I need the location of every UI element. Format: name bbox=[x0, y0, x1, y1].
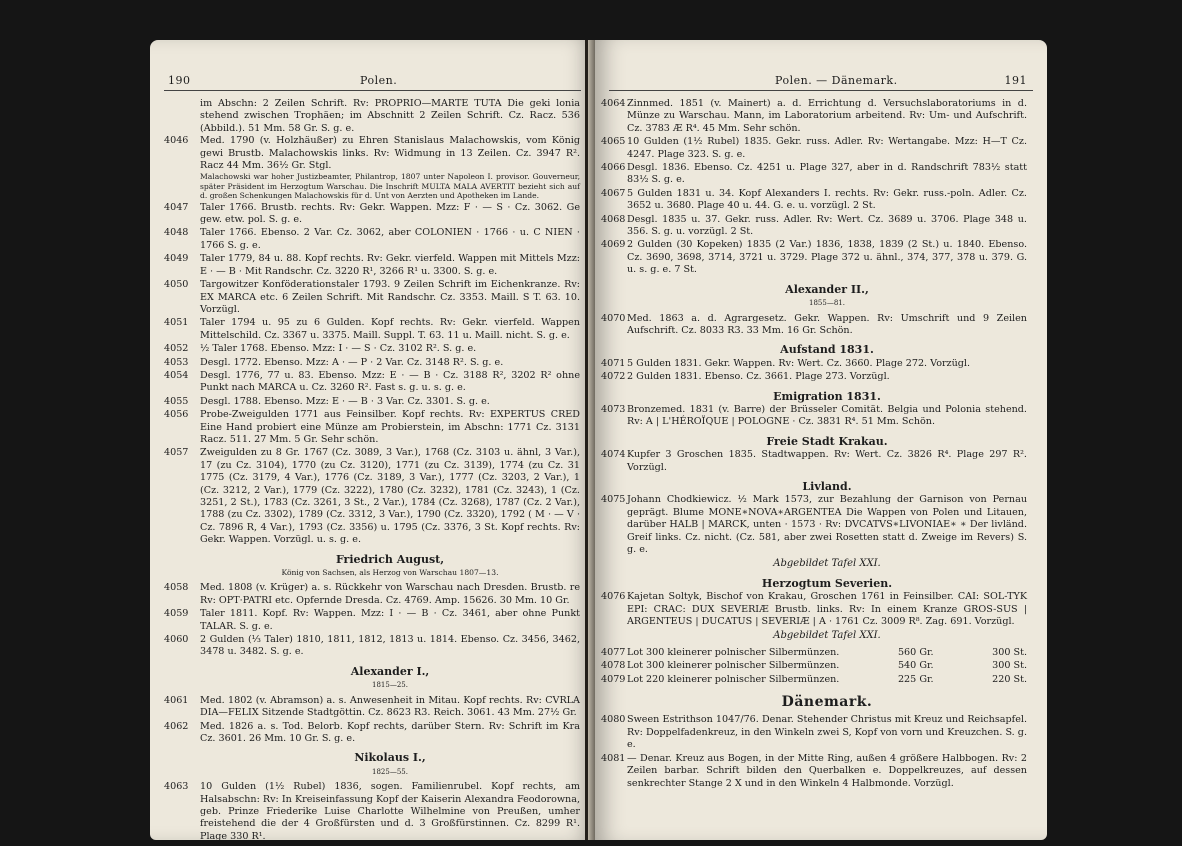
entry-list bbox=[164, 694, 580, 746]
lot-entry bbox=[601, 673, 1027, 686]
catalog-entry bbox=[601, 312, 1027, 338]
plate-reference: Abgebildet Tafel XXI. bbox=[773, 630, 881, 642]
catalog-entry bbox=[601, 239, 1027, 276]
entry-text: Sween Estrithson 1047/76. Denar. Stehender Christus mit Kreuz und Reichsapfel. Rv: Doppelfadenkreuz, in den Winkeln zwei S, Kopf von vorn und Kreuzchen. S. g. e. bbox=[627, 714, 1027, 751]
catalog-entry bbox=[601, 403, 1027, 429]
catalog-entry bbox=[164, 369, 580, 395]
entry-text: Probe-Zweigulden 1771 aus Feinsilber. Kopf rechts. Rv: EXPERTUS CRED Eine Hand probiert eine Münze am Probierstein, im Abschn: 1771 Cz. 3131 Racz. 511. 27 Mm. 5 Gr. Sehr schön. bbox=[200, 409, 580, 445]
entry-text: Desgl. 1776, 77 u. 83. Ebenso. Mzz: E · — B · Cz. 3188 R², 3202 R² ohne Punkt nach MARCA u. Cz. 3260 R². Fast s. g. u. s. g. e. bbox=[200, 369, 580, 394]
entry-list bbox=[601, 403, 1027, 429]
entry-text: Taler 1779, 84 u. 88. Kopf rechts. Rv: Gekr. vierfeld. Wappen mit Mittels Mzz: E · — B · Mit Randschr. Cz. 3220 R¹, 3266 R¹ u. 3300. S. g. e. bbox=[200, 253, 580, 277]
catalog-entry bbox=[601, 449, 1027, 474]
catalog-entry bbox=[164, 634, 580, 659]
lot-weight: 225 Gr. bbox=[897, 673, 934, 685]
section-dates: 1825—55. bbox=[372, 767, 408, 776]
right-page bbox=[595, 40, 1047, 840]
catalog-entry bbox=[164, 356, 580, 369]
entry-text: Bronzemed. 1831 (v. Barre) der Brüsseler Comität. Belgia und Polonia stehend. Rv: A | L'HÉROÏQUE | POLOGNE · Cz. 3831 R⁴. 51 Mm. Schön. bbox=[627, 403, 1027, 428]
entry-number: 4073 bbox=[601, 403, 626, 415]
entry-text: 2 Gulden (30 Kopeken) 1835 (2 Var.) 1836, 1838, 1839 (2 St.) u. 1840. Ebenso. Cz. 3690, 3698, 3714, 3721 u. 3729. Plage 372 u. ähnl., 374, 377, 378 u. 379. G. u. s. g. e. 7 St. bbox=[627, 239, 1027, 276]
entry-number: 4070 bbox=[601, 312, 626, 324]
entry-list bbox=[601, 494, 1027, 556]
section-dates: 1855—81. bbox=[809, 299, 845, 308]
running-title-left: Polen. bbox=[360, 74, 398, 87]
entry-list bbox=[601, 714, 1027, 789]
lot-text: Lot 220 kleinerer polnischer Silbermünzen. bbox=[627, 673, 840, 685]
entry-number: 4057 bbox=[164, 447, 189, 459]
catalog-entry bbox=[601, 136, 1027, 161]
catalog-entry bbox=[164, 395, 580, 408]
entry-number: 4059 bbox=[164, 608, 189, 620]
entry-text: Targowitzer Konföderationstaler 1793. 9 Zeilen Schrift im Eichenkranze. Rv: EX MARCA etc. 6 Zeilen Schrift. Mit Randschr. Cz. 3353. Maill. S T. 63. 10. Vorzügl. bbox=[200, 279, 580, 315]
lot-weight: 560 Gr. bbox=[897, 646, 934, 658]
entry-number: 4049 bbox=[164, 253, 189, 265]
catalog-entry bbox=[164, 135, 580, 201]
lot-text: Lot 300 kleinerer polnischer Silbermünzen. bbox=[627, 646, 840, 658]
entry-number: 4060 bbox=[164, 634, 189, 646]
page-number-left: 190 bbox=[168, 74, 191, 87]
entry-number: 4062 bbox=[164, 720, 189, 732]
section-heading: Aufstand 1831. bbox=[780, 343, 874, 357]
catalog-entry bbox=[601, 213, 1027, 239]
lot-count: 220 St. bbox=[992, 673, 1027, 685]
entry-number: 4076 bbox=[601, 591, 626, 603]
entry-text: 2 Gulden (⅓ Taler) 1810, 1811, 1812, 1813 u. 1814. Ebenso. Cz. 3456, 3462, 3478 u. 3482. S. g. e. bbox=[200, 634, 580, 658]
entry-text: Med. 1826 a. s. Tod. Belorb. Kopf rechts, darüber Stern. Rv: Schrift im Kra Cz. 3601. 26 Mm. 10 Gr. S. g. e. bbox=[200, 720, 580, 744]
catalog-entry bbox=[601, 591, 1027, 628]
catalog-entry bbox=[164, 227, 580, 252]
lot-count: 300 St. bbox=[992, 646, 1027, 658]
catalog-entry bbox=[601, 752, 1027, 790]
entry-list bbox=[601, 449, 1027, 474]
lot-entry bbox=[601, 646, 1027, 659]
entry-number: 4063 bbox=[164, 781, 189, 793]
entry-text: 5 Gulden 1831. Gekr. Wappen. Rv: Wert. Cz. 3660. Plage 272. Vorzügl. bbox=[627, 357, 971, 369]
entry-text: Kajetan Soltyk, Bischof von Krakau, Groschen 1761 in Feinsilber. CAI: SOL-TYK EPI: CRAC: DUX SEVERIÆ Brustb. links. Rv: In einem Kranze GROS-SUS | ARGENTEUS | DUCATUS | SEVERIÆ | A · 1761 Cz. 3009 R⁸. Zag. 691. Vorzügl. bbox=[627, 591, 1027, 628]
entry-text: Johann Chodkiewicz. ½ Mark 1573, zur Bezahlung der Garnison von Pernau geprägt. Blume MONE∗NOVA∗ARGENTEA Die Wappen von Polen und Litauen, darüber HALB | MARCK, unten · 1573 · Rv: DVCATVS∗LIVONIAE∗ ∗ Der livländ. Greif links. Cz. nicht. (Cz. 581, aber zwei Rosetten statt d. Zweige im Revers) S. g. e. bbox=[627, 494, 1027, 555]
catalog-entry bbox=[164, 201, 580, 227]
section-heading: Nikolaus I., bbox=[354, 751, 426, 765]
section-subtitle: König von Sachsen, als Herzog von Warschau 1807—13. bbox=[281, 568, 499, 578]
entry-list bbox=[164, 582, 580, 658]
entry-text: Zinnmed. 1851 (v. Mainert) a. d. Errichtung d. Versuchslaboratoriums in d. Münze zu Warschau. Mann, im Laboratorium arbeitend. Rv: Um- und Aufschrift. Cz. 3783 Æ R⁴. 45 Mm. Sehr schön. bbox=[627, 98, 1027, 134]
catalog-entry bbox=[164, 253, 580, 278]
page-number-right: 191 bbox=[1004, 74, 1027, 87]
entry-text: Taler 1766. Brustb. rechts. Rv: Gekr. Wappen. Mzz: F · — S · Cz. 3062. Ge gew. etw. pol. S. g. e. bbox=[200, 201, 580, 226]
opening-text: im Abschn: 2 Zeilen Schrift. Rv: PROPRIO—MARTE TUTA Die geki lonia stehend zwischen Trophäen; im Abschnitt 2 Zeilen Schrift. Cz. Racz. 536 (Abbild.). 51 Mm. 58 Gr. S. g. e. bbox=[200, 98, 580, 134]
catalog-entry bbox=[601, 98, 1027, 135]
section-heading: Emigration 1831. bbox=[773, 389, 881, 403]
country-heading: Dänemark. bbox=[781, 694, 873, 711]
entry-list bbox=[164, 135, 580, 546]
right-body bbox=[601, 98, 1027, 791]
entry-number: 4053 bbox=[164, 356, 189, 368]
entry-list bbox=[601, 98, 1027, 277]
catalog-entry bbox=[164, 409, 580, 446]
catalog-entry bbox=[164, 720, 580, 746]
entry-text: 10 Gulden (1½ Rubel) 1836, sogen. Familienrubel. Kopf rechts, am Halsabschn: Rv: In Kreiseinfassung Kopf der Kaiserin Alexandra Feodorowna, geb. Prinze Friederike Luise Charlotte Wilhelmine von Preußen, umher freistehend die der 4 Großfürsten und d. 3 Großfürstinnen. Cz. 8299 R¹. Plage 330 R¹. bbox=[200, 781, 580, 840]
entry-text: Med. 1802 (v. Abramson) a. s. Anwesenheit in Mitau. Kopf rechts. Rv: CVRLA DIA—FELIX Sitzende Stadtgöttin. Cz. 8623 R3. Reich. 3061. 43 Mm. 27½ Gr. bbox=[200, 694, 580, 719]
entry-text: Desgl. 1836. Ebenso. Cz. 4251 u. Plage 327, aber in d. Randschrift 783½ statt 83½ S. g. e. bbox=[627, 162, 1027, 186]
section-heading: Freie Stadt Krakau. bbox=[766, 434, 888, 448]
entry-number: 4051 bbox=[164, 317, 189, 329]
lot-entry bbox=[601, 660, 1027, 672]
entry-text: Zweigulden zu 8 Gr. 1767 (Cz. 3089, 3 Var.), 1768 (Cz. 3103 u. ähnl, 3 Var.), 17 (zu Cz. 3104), 1770 (zu Cz. 3120), 1771 (zu Cz. 3139), 1774 (zu Cz. 31 1775 (Cz. 3179, 4 Var.), 1776 (Cz. 3189, 3 Var.), 1777 (Cz. 3203, 2 Var.), 1 (Cz. 3212, 2 Var.), 1779 (Cz. 3222), 1780 (Cz. 3232), 1781 (Cz. 3243), 1 (Cz. 3251, 2 St.), 1783 (Cz. 3261, 3 St., 2 Var.), 1784 (Cz. 3268), 1787 (Cz. 2 Var.), 1788 (zu Cz. 3302), 1789 (Cz. 3312, 3 Var.), 1790 (Cz. 3320), 1792 ( M · — V · Cz. 7896 R, 4 Var.), 1793 (Cz. 3356) u. 1795 (Cz. 3376, 3 St. Kopf rechts. Rv: Gekr. Wappen. Vorzügl. u. s. g. e. bbox=[200, 447, 580, 546]
entry-list bbox=[601, 591, 1027, 628]
catalog-entry bbox=[164, 608, 580, 633]
entry-number: 4069 bbox=[601, 239, 626, 251]
catalog-entry bbox=[164, 317, 580, 342]
entry-number: 4050 bbox=[164, 279, 189, 291]
entry-number: 4065 bbox=[601, 136, 626, 148]
entry-number: 4074 bbox=[601, 449, 626, 461]
section-heading: Alexander II., bbox=[785, 282, 869, 296]
entry-number: 4081 bbox=[601, 752, 626, 764]
section-heading: Livland. bbox=[802, 479, 852, 493]
lot-count: 300 St. bbox=[992, 660, 1027, 672]
catalog-entry bbox=[164, 343, 580, 355]
lot-text: Lot 300 kleinerer polnischer Silbermünzen. bbox=[627, 660, 840, 672]
lot-list bbox=[601, 646, 1027, 686]
section-dates: 1815—25. bbox=[372, 681, 408, 690]
entry-text: Med. 1808 (v. Krüger) a. s. Rückkehr von Warschau nach Dresden. Brustb. re Rv: OPT·PATRI etc. Opfernde Dresda. Cz. 4769. Amp. 15626. 30 Mm. 10 Gr. bbox=[200, 582, 580, 606]
entry-list bbox=[601, 312, 1027, 338]
entry-number: 4058 bbox=[164, 582, 189, 594]
entry-text: 10 Gulden (1½ Rubel) 1835. Gekr. russ. Adler. Rv: Wertangabe. Mzz: H—T Cz. 4247. Plage 323. S. g. e. bbox=[627, 136, 1027, 160]
entry-number: 4075 bbox=[601, 494, 626, 506]
section-heading: Herzogtum Severien. bbox=[761, 576, 893, 590]
entry-text: Taler 1811. Kopf. Rv: Wappen. Mzz: I · — B · Cz. 3461, aber ohne Punkt TALAR. S. g. e. bbox=[200, 608, 580, 632]
catalog-entry bbox=[601, 187, 1027, 213]
entry-text: Med. 1863 a. d. Agrargesetz. Gekr. Wappen. Rv: Umschrift und 9 Zeilen Aufschrift. Cz. 8033 R3. 33 Mm. 16 Gr. Schön. bbox=[627, 312, 1027, 336]
entry-number: 4071 bbox=[601, 357, 626, 369]
catalog-entry bbox=[164, 582, 580, 607]
entry-number: 4056 bbox=[164, 409, 189, 421]
entry-text: Desgl. 1788. Ebenso. Mzz: E · — B · 3 Var. Cz. 3301. S. g. e. bbox=[200, 395, 490, 407]
entry-number: 4048 bbox=[164, 227, 189, 239]
entry-text: 5 Gulden 1831 u. 34. Kopf Alexanders I. rechts. Rv: Gekr. russ.-poln. Adler. Cz. 3652 u. 3680. Plage 40 u. 44. G. e. u. vorzügl. 2 St. bbox=[627, 187, 1027, 212]
entry-text: Taler 1794 u. 95 zu 6 Gulden. Kopf rechts. Rv: Gekr. vierfeld. Wappen Mittelschild. Cz. 3367 u. 3375. Maill. Suppl. T. 63. 11 u. Maill. nicht. S. g. e. bbox=[200, 317, 580, 341]
entry-number: 4066 bbox=[601, 162, 626, 174]
entry-text: — Denar. Kreuz aus Bogen, in der Mitte Ring, außen 4 größere Halbbogen. Rv: 2 Zeilen barbar. Schrift bilden den Querbalken e. Doppelkreuzes, auf dessen senkrechter Stange 2 X und in den Winkeln 4 Halbmonde. Vorzügl. bbox=[627, 752, 1027, 789]
catalog-entry bbox=[164, 781, 580, 840]
entry-footnote: Malachowski war hoher Justizbeamter, Philantrop, 1807 unter Napoleon I. provisor. Gouverneur, später Präsident im Herzogtum Warschau. Die Inschrift MULTA MALA AVERTIT bezieht sich auf d. großen Schenkungen Malachowskis für d. Unt von Aerzten und Apotheken im Lande. bbox=[200, 172, 580, 201]
entry-text: 2 Gulden 1831. Ebenso. Cz. 3661. Plage 273. Vorzügl. bbox=[627, 371, 890, 383]
catalog-entry bbox=[164, 694, 580, 720]
entry-text: ½ Taler 1768. Ebenso. Mzz: I · — S · Cz. 3102 R². S. g. e. bbox=[200, 343, 477, 355]
entry-text: Taler 1766. Ebenso. 2 Var. Cz. 3062, aber COLONIEN · 1766 · u. C NIEN · 1766 S. g. e. bbox=[200, 227, 580, 251]
entry-list bbox=[601, 357, 1027, 384]
left-page bbox=[150, 40, 595, 840]
catalog-entry bbox=[601, 714, 1027, 751]
section-heading: Alexander I., bbox=[350, 664, 430, 678]
catalog-entry bbox=[601, 371, 1027, 383]
entry-text: Med. 1790 (v. Holzhäußer) zu Ehren Stanislaus Malachowskis, vom König gewi Brustb. Malachowskis links. Rv: Widmung in 13 Zeilen. Cz. 3947 R². Racz 44 Mm. 36½ Gr. Stgl. bbox=[200, 135, 580, 172]
lot-weight: 540 Gr. bbox=[897, 660, 934, 672]
entry-number: 4067 bbox=[601, 187, 626, 199]
entry-number: 4055 bbox=[164, 395, 189, 407]
entry-number: 4052 bbox=[164, 343, 189, 355]
entry-number: 4078 bbox=[601, 660, 626, 672]
plate-reference: Abgebildet Tafel XXI. bbox=[773, 558, 881, 570]
entry-number: 4079 bbox=[601, 673, 626, 685]
entry-number: 4080 bbox=[601, 714, 626, 726]
left-body bbox=[164, 98, 580, 840]
entry-number: 4046 bbox=[164, 135, 189, 147]
entry-number: 4061 bbox=[164, 694, 189, 706]
entry-number: 4064 bbox=[601, 98, 626, 109]
header-rule bbox=[609, 90, 1033, 91]
section-heading: Friedrich August, bbox=[335, 552, 445, 566]
running-title-right: Polen. — Dänemark. bbox=[775, 74, 898, 87]
catalog-entry bbox=[601, 357, 1027, 370]
entry-number: 4047 bbox=[164, 201, 189, 213]
entry-number: 4077 bbox=[601, 646, 626, 658]
entry-number: 4054 bbox=[164, 369, 189, 381]
catalog-entry bbox=[601, 494, 1027, 556]
entry-text: Desgl. 1772. Ebenso. Mzz: A · — P · 2 Var. Cz. 3148 R². S. g. e. bbox=[200, 356, 504, 368]
entry-text: Kupfer 3 Groschen 1835. Stadtwappen. Rv: Wert. Cz. 3826 R⁴. Plage 297 R². Vorzügl. bbox=[627, 449, 1027, 473]
entry-number: 4072 bbox=[601, 371, 626, 383]
entry-list bbox=[164, 781, 580, 840]
entry-text: Desgl. 1835 u. 37. Gekr. russ. Adler. Rv: Wert. Cz. 3689 u. 3706. Plage 348 u. 356. S. g. u. vorzügl. 2 St. bbox=[627, 213, 1027, 238]
catalog-entry bbox=[164, 447, 580, 546]
catalog-entry bbox=[601, 162, 1027, 187]
catalog-entry bbox=[164, 279, 580, 316]
header-rule bbox=[164, 90, 581, 91]
entry-number: 4068 bbox=[601, 213, 626, 225]
